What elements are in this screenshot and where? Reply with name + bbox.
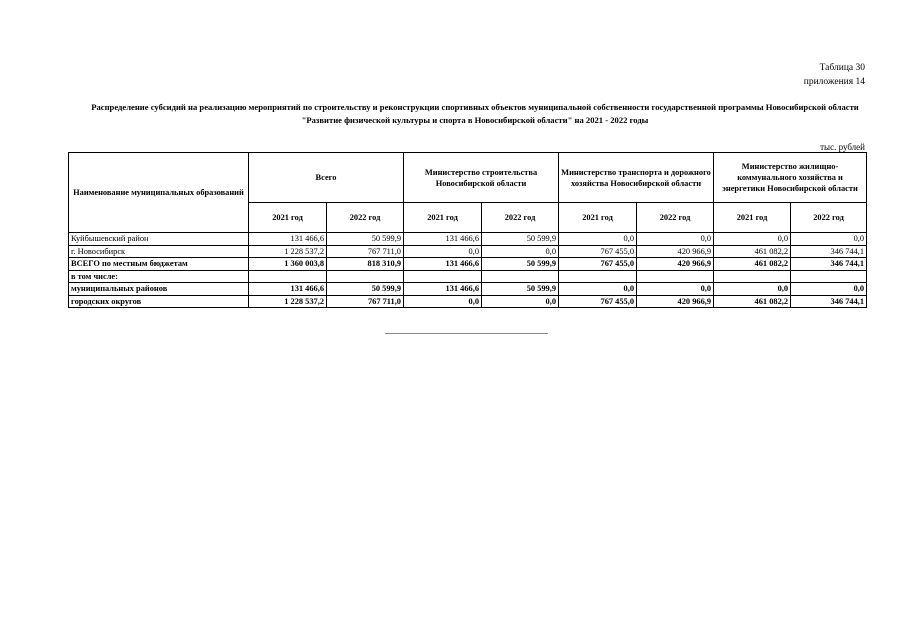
table-row-subheading xyxy=(69,270,867,283)
table-cell: 767 455,0 xyxy=(559,245,637,258)
units-label: тыс. рублей xyxy=(820,142,865,152)
table-cell: 131 466,6 xyxy=(249,233,327,246)
table-cell: 461 082,2 xyxy=(714,295,791,308)
column-header-year: 2022 год xyxy=(791,203,867,233)
column-header-year: 2021 год xyxy=(714,203,791,233)
table-cell: 767 711,0 xyxy=(327,295,404,308)
table-cell: 131 466,6 xyxy=(404,283,482,296)
subsidy-table xyxy=(68,152,867,308)
table-cell: 0,0 xyxy=(404,245,482,258)
table-cell: 420 966,9 xyxy=(637,295,714,308)
column-group-total: Всего xyxy=(249,153,404,203)
column-header-year: 2021 год xyxy=(559,203,637,233)
row-name: Куйбышевский район xyxy=(69,233,249,246)
table-cell: 1 228 537,2 xyxy=(249,245,327,258)
table-cell: 50 599,9 xyxy=(482,233,559,246)
table-row xyxy=(69,233,867,246)
document-title: Распределение субсидий на реализацию мероприятий по строительству и реконструкции спортивных объектов муниципальной собственности государственной программы Новосибирской области "Развитие физической культуры и спорта в Новосибирской области" на 2021 - 2022 годы xyxy=(91,102,859,125)
row-name: муниципальных районов xyxy=(69,283,249,296)
column-group-housing-ministry: Министерство жилищно-коммунального хозяйства и энергетики Новосибирской области xyxy=(714,153,867,203)
table-cell: 0,0 xyxy=(559,283,637,296)
table-cell xyxy=(714,270,791,283)
table-cell: 0,0 xyxy=(482,245,559,258)
table-cell: 767 455,0 xyxy=(559,295,637,308)
table-cell xyxy=(637,270,714,283)
footer-divider xyxy=(385,333,548,334)
table-cell: 420 966,9 xyxy=(637,258,714,271)
column-group-transport-ministry: Министерство транспорта и дорожного хозяйства Новосибирской области xyxy=(559,153,714,203)
table-cell: 0,0 xyxy=(791,233,867,246)
table-cell: 0,0 xyxy=(714,283,791,296)
column-header-year: 2021 год xyxy=(249,203,327,233)
column-header-year: 2022 год xyxy=(637,203,714,233)
column-group-construction-ministry: Министерство строительства Новосибирской области xyxy=(404,153,559,203)
table-cell: 1 360 003,8 xyxy=(249,258,327,271)
table-cell: 0,0 xyxy=(559,233,637,246)
table-cell xyxy=(482,270,559,283)
table-cell xyxy=(249,270,327,283)
table-cell xyxy=(404,270,482,283)
table-row xyxy=(69,283,867,296)
table-cell: 461 082,2 xyxy=(714,245,791,258)
table-cell xyxy=(559,270,637,283)
table-cell: 767 455,0 xyxy=(559,258,637,271)
table-cell: 131 466,6 xyxy=(404,233,482,246)
table-cell: 50 599,9 xyxy=(482,283,559,296)
table-cell: 50 599,9 xyxy=(327,233,404,246)
table-cell: 50 599,9 xyxy=(482,258,559,271)
table-cell: 461 082,2 xyxy=(714,258,791,271)
table-cell: 1 228 537,2 xyxy=(249,295,327,308)
column-header-year: 2021 год xyxy=(404,203,482,233)
table-cell: 818 310,9 xyxy=(327,258,404,271)
row-name: г. Новосибирск xyxy=(69,245,249,258)
table-cell: 0,0 xyxy=(482,295,559,308)
row-name: ВСЕГО по местным бюджетам xyxy=(69,258,249,271)
table-row xyxy=(69,245,867,258)
column-header-name: Наименование муниципальных образований xyxy=(69,153,249,233)
table-cell: 0,0 xyxy=(791,283,867,296)
table-cell: 346 744,1 xyxy=(791,295,867,308)
table-cell: 0,0 xyxy=(714,233,791,246)
table-cell: 50 599,9 xyxy=(327,283,404,296)
table-cell: 131 466,6 xyxy=(249,283,327,296)
table-cell: 346 744,1 xyxy=(791,258,867,271)
column-header-year: 2022 год xyxy=(327,203,404,233)
table-cell: 0,0 xyxy=(637,233,714,246)
table-reference: Таблица 30 xyxy=(819,63,865,73)
table-cell: 420 966,9 xyxy=(637,245,714,258)
table-cell: 767 711,0 xyxy=(327,245,404,258)
table-cell xyxy=(791,270,867,283)
table-row-total xyxy=(69,258,867,271)
row-name: в том числе: xyxy=(69,270,249,283)
column-header-year: 2022 год xyxy=(482,203,559,233)
table-cell: 0,0 xyxy=(404,295,482,308)
table-cell: 0,0 xyxy=(637,283,714,296)
table-cell xyxy=(327,270,404,283)
appendix-reference: приложения 14 xyxy=(803,77,865,87)
table-row xyxy=(69,295,867,308)
table-cell: 131 466,6 xyxy=(404,258,482,271)
table-cell: 346 744,1 xyxy=(791,245,867,258)
row-name: городских округов xyxy=(69,295,249,308)
